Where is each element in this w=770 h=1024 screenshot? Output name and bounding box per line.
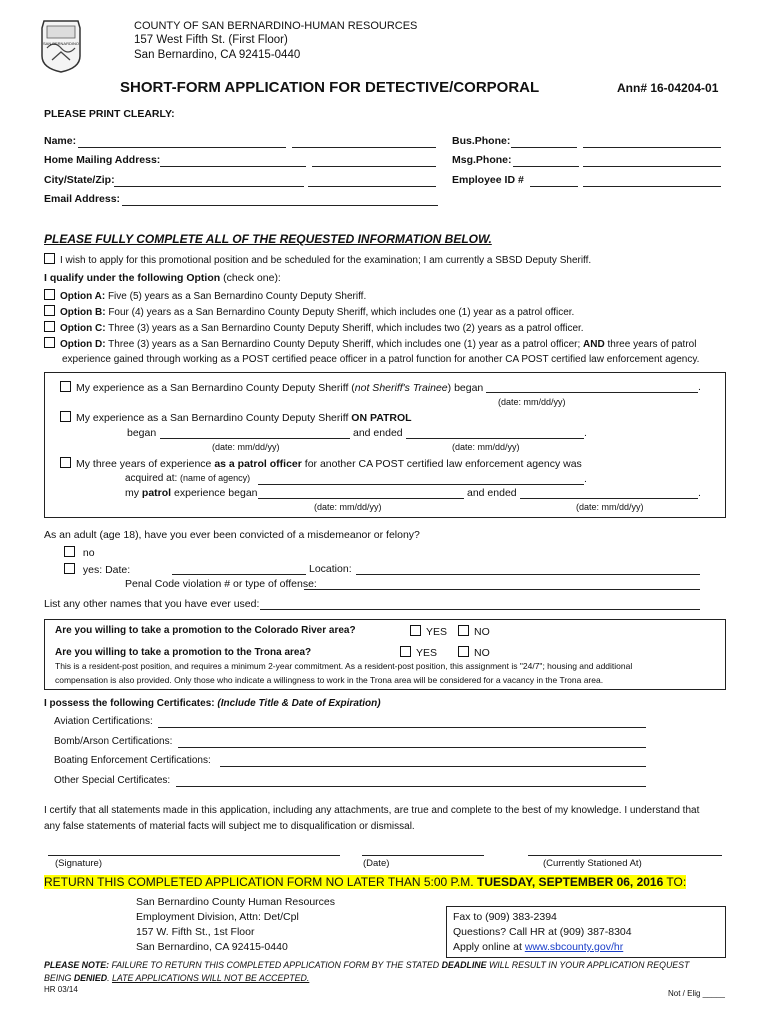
exp-2-began: began xyxy=(127,427,157,439)
exp-3-text-c: for another CA POST certified law enforcement agency was xyxy=(304,458,582,470)
announcement-number: Ann# 16-04204-01 xyxy=(617,81,719,95)
note-label: PLEASE NOTE: xyxy=(44,960,110,970)
city-field[interactable] xyxy=(114,186,304,187)
cert-aviation-field[interactable] xyxy=(158,727,646,728)
exp-1-italic: not Sheriff's Trainee xyxy=(354,382,448,394)
option-d-row xyxy=(44,337,696,350)
conviction-no-checkbox[interactable] xyxy=(64,546,75,557)
note-being: BEING xyxy=(44,973,72,983)
agency-name-field[interactable] xyxy=(258,484,584,485)
conviction-yes-row xyxy=(64,563,130,576)
exp-2-ended: and ended xyxy=(353,427,403,439)
cert-other-label: Other Special Certificates: xyxy=(54,775,171,786)
option-b-checkbox[interactable] xyxy=(44,305,55,316)
exp-3-period: . xyxy=(584,473,587,485)
instructions-heading: PLEASE FULLY COMPLETE ALL OF THE REQUESTED INFORMATION BELOW. xyxy=(44,232,492,246)
option-b-label: Option B: xyxy=(60,307,106,318)
exp-2-ended-field[interactable] xyxy=(406,438,584,439)
penal-code-label: Penal Code violation # or type of offense: xyxy=(125,578,317,590)
option-d-text-2: three years of patrol xyxy=(607,339,697,350)
return-to: TO: xyxy=(666,875,687,889)
colorado-yes-label: YES xyxy=(426,626,448,638)
msg-phone-label: Msg.Phone: xyxy=(452,154,512,166)
mail-line-4: San Bernardino, CA 92415-0440 xyxy=(136,941,288,953)
fax-line: Fax to (909) 383-2394 xyxy=(453,911,557,923)
return-deadline xyxy=(44,875,686,889)
qualify-label: I qualify under the following Option xyxy=(44,272,221,284)
colorado-no-checkbox[interactable] xyxy=(458,625,469,636)
exp-2-bold: ON PATROL xyxy=(351,412,412,424)
option-d-checkbox[interactable] xyxy=(44,337,55,348)
trona-yes-row xyxy=(400,646,437,659)
stationed-label: (Currently Stationed At) xyxy=(543,858,642,869)
return-text: RETURN THIS COMPLETED APPLICATION FORM NO LATER THAN 5:00 P.M. xyxy=(44,875,474,889)
conviction-no-label: no xyxy=(82,547,95,559)
exp-3-began-hint: (date: mm/dd/yy) xyxy=(314,502,382,512)
colorado-no-row xyxy=(458,625,490,638)
wish-row xyxy=(44,253,591,266)
qualify-hint: (check one): xyxy=(223,272,281,284)
note-late: LATE APPLICATIONS WILL NOT BE ACCEPTED. xyxy=(111,973,310,983)
exp-1-row xyxy=(60,381,483,394)
bus-phone-area-field[interactable] xyxy=(511,147,577,148)
print-clearly: PLEASE PRINT CLEARLY: xyxy=(44,108,175,120)
employee-id-field-2[interactable] xyxy=(583,186,721,187)
trona-no-label: NO xyxy=(474,647,490,659)
exp-3-acquired xyxy=(125,473,250,484)
colorado-yes-checkbox[interactable] xyxy=(410,625,421,636)
option-a-label: Option A: xyxy=(60,291,106,302)
county-seal-icon xyxy=(38,18,84,74)
cert-other-field[interactable] xyxy=(176,786,646,787)
note-denied: DENIED xyxy=(73,973,108,983)
note-text-2: WILL RESULT IN YOUR APPLICATION REQUEST xyxy=(488,960,690,970)
note-line-1 xyxy=(44,960,689,970)
name-label: Name: xyxy=(44,135,77,147)
exp-1-date-field[interactable] xyxy=(486,392,698,393)
conviction-location-field[interactable] xyxy=(356,574,700,575)
certify-line-1: I certify that all statements made in this application, including any attachments, are true and complete to the best of my knowledge. I understand that xyxy=(44,805,700,816)
home-address-field[interactable] xyxy=(160,166,306,167)
cert-bomb-label: Bomb/Arson Certifications: xyxy=(54,736,173,747)
conviction-yes-checkbox[interactable] xyxy=(64,563,75,574)
exp-1-text: My experience as a San Bernardino County Deputy Sheriff ( xyxy=(76,382,355,394)
exp-3-bold: as a patrol officer xyxy=(214,458,302,470)
exp-2-row xyxy=(60,411,412,424)
date-field[interactable] xyxy=(362,855,484,856)
exp-2-began-field[interactable] xyxy=(160,438,350,439)
org-name: COUNTY OF SAN BERNARDINO-HUMAN RESOURCES xyxy=(134,20,418,32)
note-line-2 xyxy=(44,973,309,983)
cert-bomb-field[interactable] xyxy=(178,747,646,748)
name-last-field[interactable] xyxy=(292,147,436,148)
wish-checkbox[interactable] xyxy=(44,253,55,264)
other-names-field[interactable] xyxy=(260,609,700,610)
colorado-no-label: NO xyxy=(474,626,490,638)
acquired-label: acquired at: xyxy=(125,473,178,484)
exp-2-checkbox[interactable] xyxy=(60,411,71,422)
option-c-text: Three (3) years as a San Bernardino County Deputy Sheriff, which includes two (2) years as a patrol officer. xyxy=(108,323,584,334)
trona-yes-checkbox[interactable] xyxy=(400,646,411,657)
mail-line-2: Employment Division, Attn: Det/Cpl xyxy=(136,911,299,923)
conviction-location-label: Location: xyxy=(309,563,352,575)
exp-2-began-hint: (date: mm/dd/yy) xyxy=(212,442,280,452)
state-zip-field[interactable] xyxy=(308,186,436,187)
trona-question: Are you willing to take a promotion to the Trona area? xyxy=(55,647,312,658)
org-address-1: 157 West Fifth St. (First Floor) xyxy=(134,34,288,46)
form-code: HR 03/14 xyxy=(44,985,78,994)
exp-3-patrol-row xyxy=(125,487,258,499)
svg-text:SAN BERNARDINO: SAN BERNARDINO xyxy=(42,41,80,46)
option-a-row xyxy=(44,289,366,302)
exp-2-ended-hint: (date: mm/dd/yy) xyxy=(452,442,520,452)
exp-3-checkbox[interactable] xyxy=(60,457,71,468)
exp-3-ended-field[interactable] xyxy=(520,498,698,499)
note-text: FAILURE TO RETURN THIS COMPLETED APPLICATION FORM BY THE STATED xyxy=(111,960,440,970)
exp-1-text-b: ) began xyxy=(447,382,484,394)
exp-3-ended-hint: (date: mm/dd/yy) xyxy=(576,502,644,512)
questions-line: Questions? Call HR at (909) 387-8304 xyxy=(453,926,632,938)
option-a-text: Five (5) years as a San Bernardino County Deputy Sheriff. xyxy=(107,291,367,302)
option-d-line-2: experience gained through working as a POST certified peace officer in a patrol function for another CA POST certified law enforcement agency. xyxy=(62,354,700,365)
email-field[interactable] xyxy=(122,205,438,206)
return-date: TUESDAY, SEPTEMBER 06, 2016 xyxy=(476,875,664,889)
cert-boating-field[interactable] xyxy=(220,766,646,767)
trona-no-checkbox[interactable] xyxy=(458,646,469,657)
cert-aviation-label: Aviation Certifications: xyxy=(54,716,153,727)
employee-id-field[interactable] xyxy=(530,186,578,187)
my-label: my xyxy=(125,487,139,499)
name-first-field[interactable] xyxy=(78,147,286,148)
city-label: City/State/Zip: xyxy=(44,174,115,186)
conviction-no-row xyxy=(64,546,95,559)
exp-1-date-hint: (date: mm/dd/yy) xyxy=(498,397,566,407)
hr-website-link[interactable]: www.sbcounty.gov/hr xyxy=(524,941,624,953)
eligibility-mark: Not / Elig _____ xyxy=(668,989,725,998)
msg-phone-field[interactable] xyxy=(583,166,721,167)
msg-phone-area-field[interactable] xyxy=(513,166,579,167)
option-d-and: AND xyxy=(583,339,605,350)
exp-1-period: . xyxy=(698,381,701,393)
trona-note-2: compensation is also provided. Only those who indicate a willingness to work in the Trona area will be considered for a vacancy in the Trona area. xyxy=(55,675,604,685)
colorado-yes-row xyxy=(410,625,447,638)
note-period: . xyxy=(107,973,110,983)
cert-boating-label: Boating Enforcement Certifications: xyxy=(54,755,211,766)
mail-line-1: San Bernardino County Human Resources xyxy=(136,896,336,908)
option-d-text: Three (3) years as a San Bernardino County Deputy Sheriff, which includes one (1) year as a patrol officer; xyxy=(108,339,581,350)
certs-heading-hint: (Include Title & Date of Expiration) xyxy=(217,698,381,709)
trona-yes-label: YES xyxy=(416,647,438,659)
exp-3-text: My three years of experience xyxy=(76,458,212,470)
certify-line-2: any false statements of material facts will subject me to disqualification or dismissal. xyxy=(44,821,415,832)
option-b-text: Four (4) years as a San Bernardino County Deputy Sheriff, which includes one (1) year as a patrol officer. xyxy=(108,307,575,318)
exp-began-label: experience began xyxy=(174,487,258,499)
colorado-question: Are you willing to take a promotion to the Colorado River area? xyxy=(55,625,356,636)
apply-text: Apply online at xyxy=(453,941,522,953)
email-label: Email Address: xyxy=(44,193,121,205)
option-d-label: Option D: xyxy=(60,339,106,350)
trona-no-row xyxy=(458,646,490,659)
date-label: (Date) xyxy=(363,858,390,869)
employee-id-label: Employee ID # xyxy=(452,174,524,186)
signature-label: (Signature) xyxy=(55,858,102,869)
certs-heading xyxy=(44,698,381,709)
signature-field[interactable] xyxy=(48,855,340,856)
conviction-date-field[interactable] xyxy=(172,574,306,575)
exp-3-ended: and ended xyxy=(467,487,517,499)
trona-note-1: This is a resident-post position, and requires a minimum 2-year commitment. As a resident-post position, this assignment is "24/7"; housing and additional xyxy=(55,661,633,671)
exp-2-period: . xyxy=(584,427,587,439)
exp-3-period-2: . xyxy=(698,487,701,499)
org-address-2: San Bernardino, CA 92415-0440 xyxy=(134,49,301,61)
conviction-yes-label: yes: Date: xyxy=(82,564,131,576)
exp-2-text: My experience as a San Bernardino County Deputy Sheriff xyxy=(76,412,349,424)
stationed-field[interactable] xyxy=(528,855,722,856)
home-address-label: Home Mailing Address: xyxy=(44,154,161,166)
exp-3-began-field[interactable] xyxy=(258,498,464,499)
exp-3-row xyxy=(60,457,582,470)
apply-line xyxy=(453,941,623,953)
qualify-row xyxy=(44,272,281,284)
option-c-checkbox[interactable] xyxy=(44,321,55,332)
option-a-checkbox[interactable] xyxy=(44,289,55,300)
conviction-question: As an adult (age 18), have you ever been convicted of a misdemeanor or felony? xyxy=(44,529,420,541)
option-c-row xyxy=(44,321,584,334)
option-b-row xyxy=(44,305,574,318)
penal-code-field[interactable] xyxy=(304,589,700,590)
certs-heading-text: I possess the following Certificates: xyxy=(44,698,215,709)
acquired-hint: (name of agency) xyxy=(180,473,251,483)
bus-phone-label: Bus.Phone: xyxy=(452,135,511,147)
option-c-label: Option C: xyxy=(60,323,106,334)
wish-text: I wish to apply for this promotional position and be scheduled for the examination; I am currently a SBSD Deputy Sheriff. xyxy=(60,255,592,266)
mail-line-3: 157 W. Fifth St., 1st Floor xyxy=(136,926,255,938)
form-title: SHORT-FORM APPLICATION FOR DETECTIVE/CORPORAL xyxy=(120,79,540,96)
bus-phone-field[interactable] xyxy=(583,147,721,148)
exp-1-checkbox[interactable] xyxy=(60,381,71,392)
home-address-field-2[interactable] xyxy=(312,166,436,167)
other-names-label: List any other names that you have ever used: xyxy=(44,598,260,610)
patrol-label: patrol xyxy=(141,487,172,499)
note-deadline: DEADLINE xyxy=(441,960,487,970)
